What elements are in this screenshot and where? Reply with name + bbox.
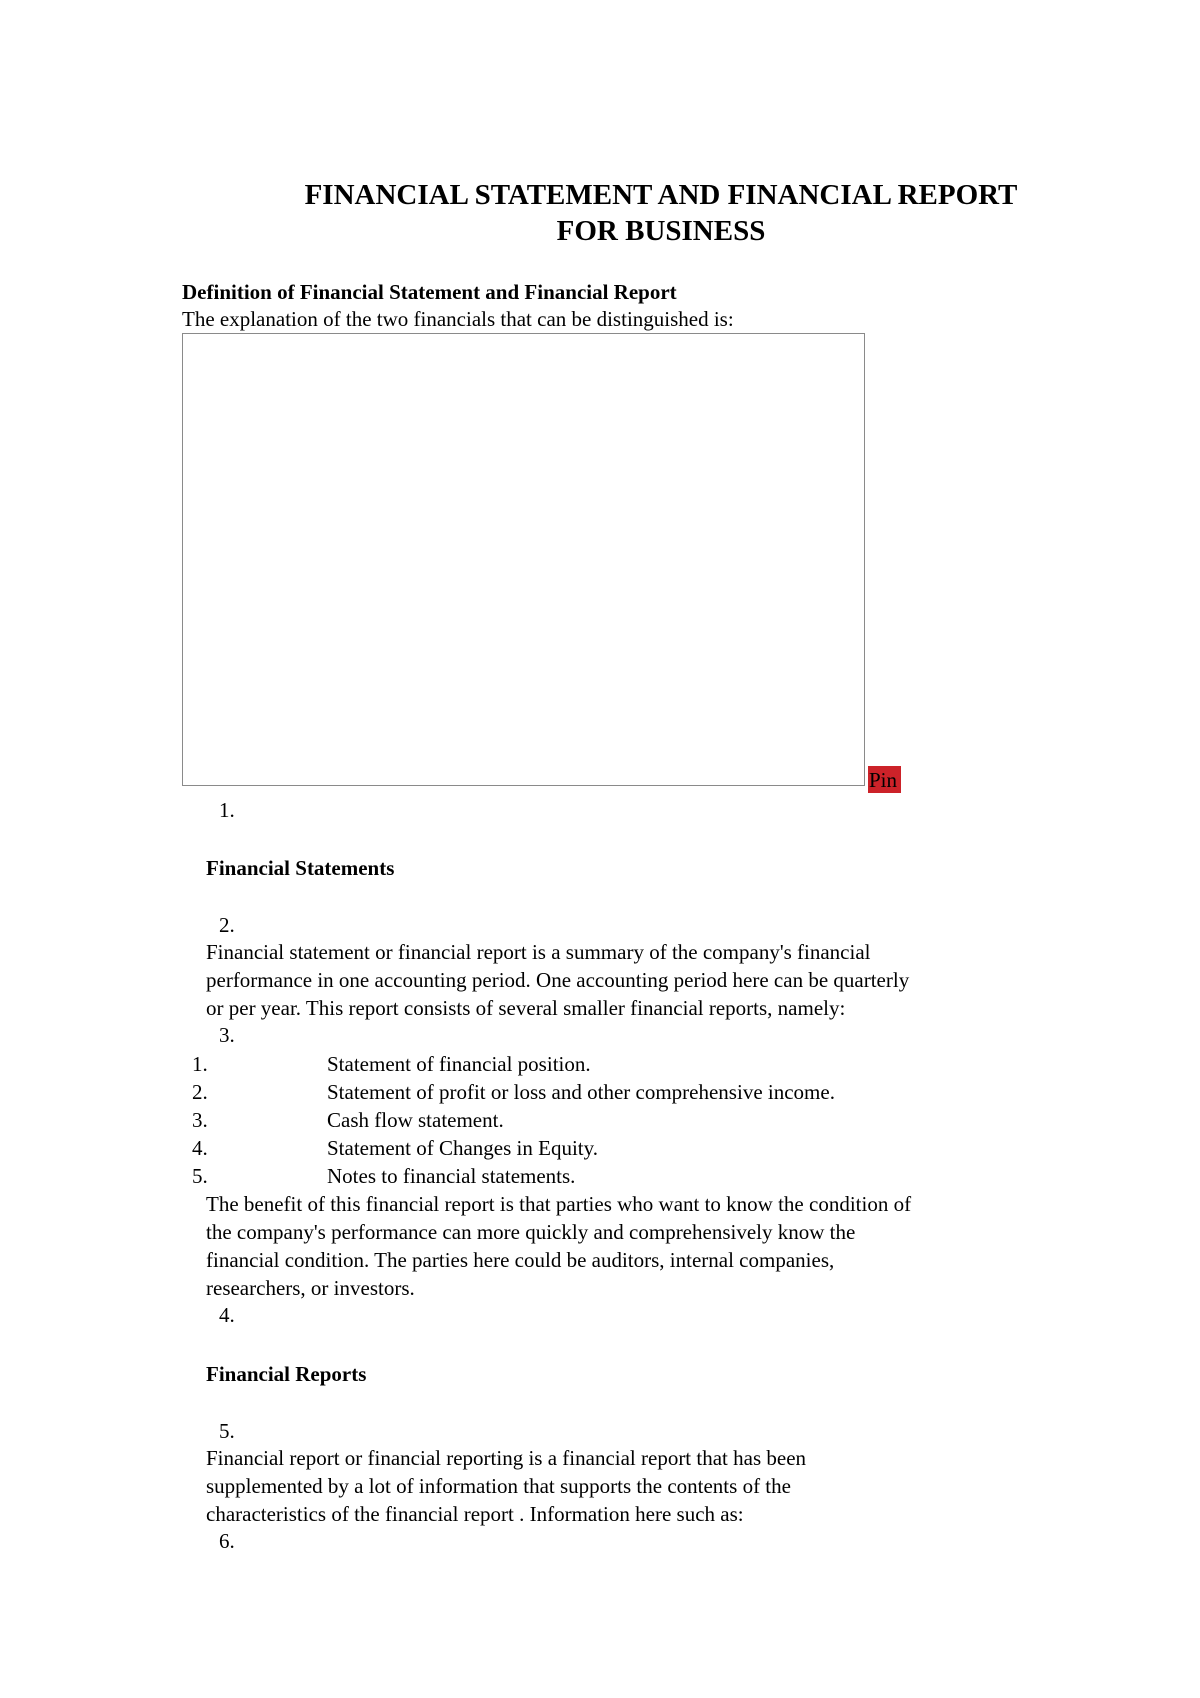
financial-statements-paragraph-line: Financial statement or financial report is a summary of the company's financial: [206, 940, 871, 964]
list-marker-4: 4.: [219, 1303, 235, 1327]
financial-statements-paragraph-line: or per year. This report consists of several smaller financial reports, namely:: [206, 996, 846, 1020]
list-item-number: 4.: [192, 1136, 208, 1160]
list-item-number: 3.: [192, 1108, 208, 1132]
financial-reports-paragraph-line: supplemented by a lot of information that supports the contents of the: [206, 1474, 791, 1498]
section-heading: Definition of Financial Statement and Financial Report: [182, 280, 677, 304]
list-marker-5: 5.: [219, 1419, 235, 1443]
document-title-line1: FINANCIAL STATEMENT AND FINANCIAL REPORT: [304, 179, 1018, 211]
list-item-text: Statement of financial position.: [327, 1052, 591, 1076]
financial-statements-paragraph-line: performance in one accounting period. One accounting period here can be quarterly: [206, 968, 910, 992]
list-item-text: Statement of profit or loss and other comprehensive income.: [327, 1080, 835, 1104]
benefit-paragraph-line: researchers, or investors.: [206, 1276, 415, 1300]
intro-text: The explanation of the two financials that can be distinguished is:: [182, 307, 734, 331]
pin-button[interactable]: Pin: [868, 766, 901, 793]
list-marker-6: 6.: [219, 1529, 235, 1553]
benefit-paragraph-line: the company's performance can more quickly and comprehensively know the: [206, 1220, 856, 1244]
benefit-paragraph-line: financial condition. The parties here could be auditors, internal companies,: [206, 1248, 835, 1272]
financial-reports-paragraph-line: Financial report or financial reporting is a financial report that has been: [206, 1446, 807, 1470]
document-title-line2: FOR BUSINESS: [556, 215, 766, 247]
list-item-text: Notes to financial statements.: [327, 1164, 576, 1188]
list-item-number: 5.: [192, 1164, 208, 1188]
list-marker-2: 2.: [219, 913, 235, 937]
list-item-text: Cash flow statement.: [327, 1108, 504, 1132]
list-marker-3: 3.: [219, 1023, 235, 1047]
list-item-number: 1.: [192, 1052, 208, 1076]
list-item-text: Statement of Changes in Equity.: [327, 1136, 599, 1160]
embedded-image-frame: [182, 333, 865, 786]
financial-statements-heading: Financial Statements: [206, 856, 395, 880]
list-item-number: 2.: [192, 1080, 208, 1104]
financial-reports-heading: Financial Reports: [206, 1362, 367, 1386]
benefit-paragraph-line: The benefit of this financial report is that parties who want to know the condition of: [206, 1192, 912, 1216]
financial-reports-paragraph-line: characteristics of the financial report . Information here such as:: [206, 1502, 744, 1526]
list-marker-1: 1.: [219, 798, 235, 822]
